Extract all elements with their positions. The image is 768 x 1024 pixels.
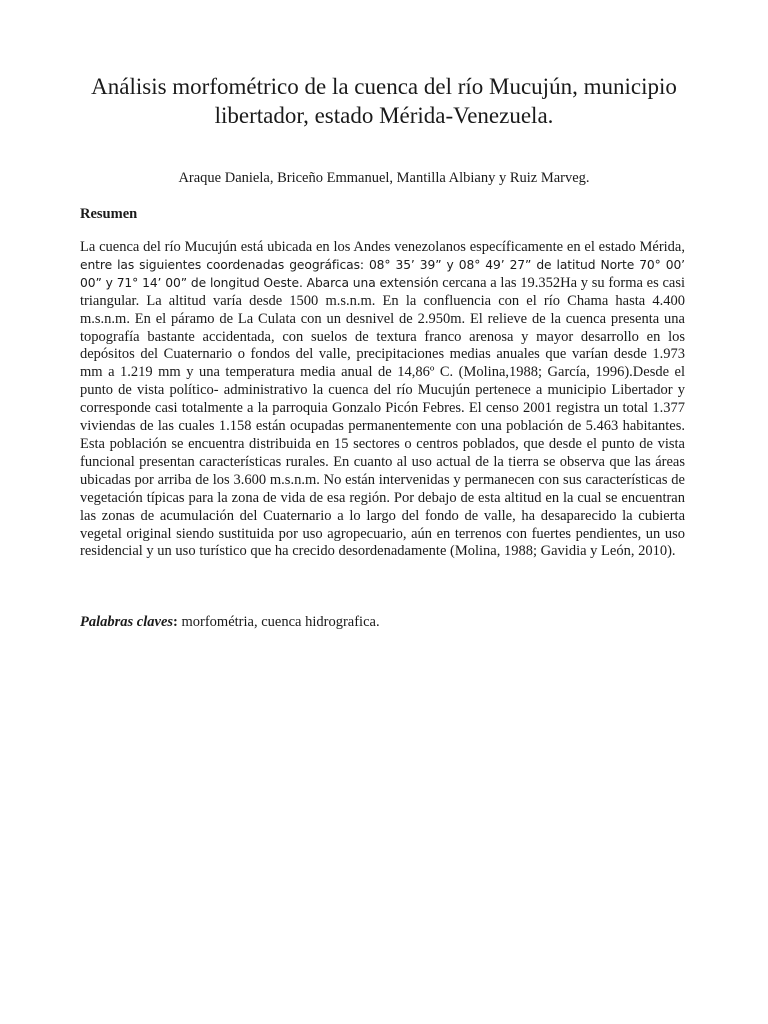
authors-line: Araque Daniela, Briceño Emmanuel, Mantilla Albiany y Ruiz Marveg. — [178, 170, 590, 186]
abstract-text-rest: cercana a las 19.352Ha y su forma es casi triangular. La altitud varía desde 1500 m.s.n.m. En la confluencia con el río Chama hasta 4.400 m.s.n.m. En el páramo de La Culata con un desnivel de 2.950m. El relieve de la cuenca presenta una topografía bastante accidentada, con suelos de textura franco arenosa y mayor desarrollo en los depósitos del Cuaternario o fondos del valle, precipitaciones medias anuales que varían desde 1.973 mm a 1.219 mm y una temperatura media anual de 14,86º C. (Molina,1988; García, 1996).Desde el punto de vista político- administrativo la cuenca del río Mucujún pertenece a municipio Libertador y corresponde casi totalmente a la parroquia Gonzalo Picón Febres. El censo 2001 registra un total 1.377 viviendas de las cuales 1.158 están ocupadas permanentemente con una población de 5.463 habitantes. Esta población se encuentra distribuida en 15 sectores o centros poblados, que desde el punto de vista funcional presentan características rurales. En cuanto al uso actual de la tierra se observa que las áreas ubicadas por arriba de los 3.600 m.s.n.m. No están intervenidas y permanecen con sus características de vegetación típicas para la zona de vida de esa región. Por debajo de esta altitud en la cual se encuentran las zonas de acumulación del Cuaternario a lo largo del fondo de valle, ha desaparecido la cubierta vegetal original siendo sustituida por uso agropecuario, aún en terrenos con fuertes pendientes, un uso residencial y un uso turístico que ha crecido desordenadamente (Molina, 1988; Gavidia y León, 2010). — [80, 274, 686, 560]
keywords-label: Palabras claves — [80, 614, 174, 630]
keywords-line — [80, 613, 685, 631]
abstract-paragraph — [80, 239, 685, 561]
keywords-colon: : — [173, 614, 178, 630]
abstract-text-start: La cuenca del río Mucujún está ubicada en los Andes venezolanos específicamente en el estado Mérida, — [80, 239, 685, 255]
abstract-coordinates-text: entre las siguientes coordenadas geográficas: 08° 35’ 39” y 08° 49’ 27” de latitud Norte 70° 00’ 00” y 71° 14’ 00” de longitud Oeste. Abarca una extensión — [80, 257, 685, 290]
paper-title: Análisis morfométrico de la cuenca del río Mucujún, municipio libertador, estado Mérida-Venezuela. — [91, 74, 677, 128]
abstract-heading: Resumen — [80, 206, 138, 222]
keywords-text: morfométria, cuenca hidrografica. — [177, 614, 380, 630]
